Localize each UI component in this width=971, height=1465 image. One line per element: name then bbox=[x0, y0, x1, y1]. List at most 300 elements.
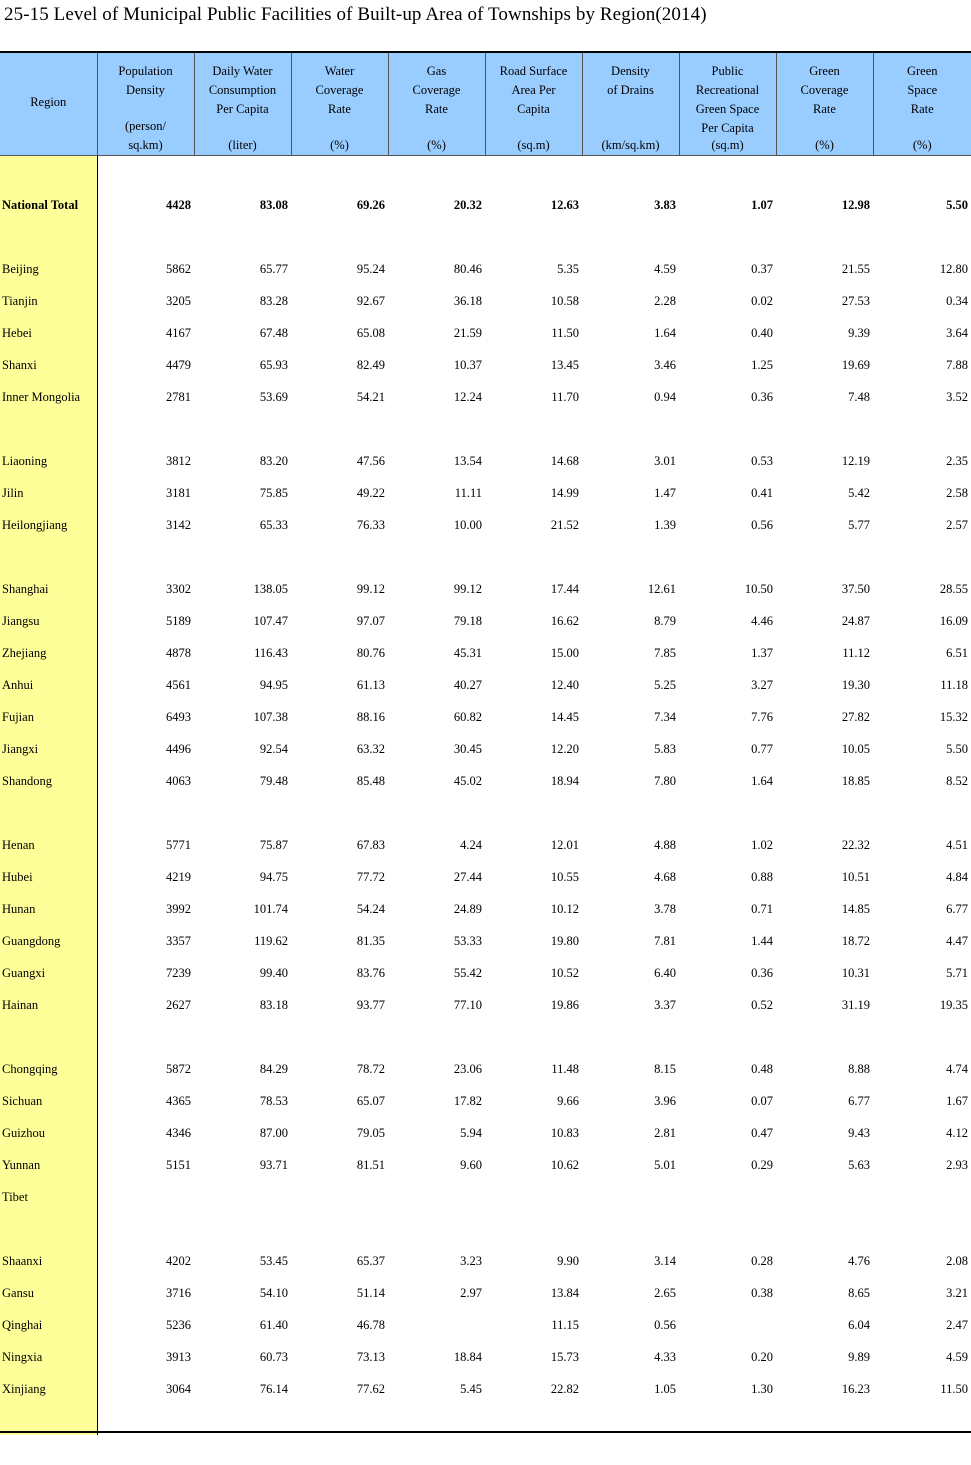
column-header-label bbox=[874, 62, 971, 119]
value-cell: 9.39 bbox=[848, 325, 870, 340]
value-cell: 99.12 bbox=[356, 581, 385, 596]
value-cell: 65.37 bbox=[356, 1253, 385, 1268]
header-line: Density bbox=[126, 83, 165, 97]
value-cell: 4063 bbox=[166, 773, 191, 788]
header-line: Gas bbox=[426, 64, 447, 78]
spacer-cell bbox=[582, 1021, 679, 1053]
spacer-cell bbox=[679, 221, 776, 253]
table-row bbox=[0, 253, 971, 285]
value-cell: 1.64 bbox=[751, 773, 773, 788]
table-row bbox=[0, 957, 971, 989]
value-cell: 0.07 bbox=[751, 1093, 773, 1108]
region-cell: Shanxi bbox=[0, 349, 97, 381]
value-cell: 3716 bbox=[166, 1285, 191, 1300]
table-row bbox=[0, 669, 971, 701]
header-line: Green bbox=[809, 64, 840, 78]
spacer-cell bbox=[485, 413, 582, 445]
value-cell bbox=[291, 1181, 388, 1213]
header-line: Coverage bbox=[800, 83, 849, 97]
value-cell: 93.77 bbox=[356, 997, 385, 1012]
value-cell: 3913 bbox=[166, 1349, 191, 1364]
column-header-label bbox=[486, 62, 582, 119]
unit-line: (liter) bbox=[228, 138, 257, 152]
value-cell: 5872 bbox=[166, 1061, 191, 1076]
spacer-cell bbox=[582, 156, 679, 190]
spacer-cell bbox=[679, 413, 776, 445]
header-line: Green bbox=[906, 64, 938, 78]
value-cell: 7.81 bbox=[654, 933, 676, 948]
value-cell: 4428 bbox=[166, 197, 191, 212]
column-header bbox=[97, 52, 194, 156]
value-cell: 0.88 bbox=[751, 869, 773, 884]
value-cell: 4479 bbox=[166, 357, 191, 372]
spacer-cell bbox=[194, 541, 291, 573]
value-cell: 10.00 bbox=[453, 517, 482, 532]
value-cell: 4346 bbox=[166, 1125, 191, 1140]
value-cell: 119.62 bbox=[254, 933, 288, 948]
table-row bbox=[0, 1277, 971, 1309]
value-cell: 6.77 bbox=[848, 1093, 870, 1108]
region-cell: Xinjiang bbox=[0, 1373, 97, 1405]
value-cell: 10.58 bbox=[550, 293, 579, 308]
value-cell: 12.40 bbox=[550, 677, 579, 692]
region-cell: Inner Mongolia bbox=[0, 381, 97, 413]
table-row bbox=[0, 1373, 971, 1405]
value-cell: 13.54 bbox=[453, 453, 482, 468]
unit-line: (person/ bbox=[125, 119, 166, 133]
table-row bbox=[0, 1053, 971, 1085]
spacer-cell bbox=[388, 1213, 485, 1245]
value-cell: 3064 bbox=[166, 1381, 191, 1396]
unit-line: (sq.m) bbox=[517, 138, 550, 152]
region-cell: Sichuan bbox=[0, 1085, 97, 1117]
table-row bbox=[0, 1341, 971, 1373]
spacer-cell bbox=[873, 413, 971, 445]
table-row bbox=[0, 349, 971, 381]
value-cell: 27.44 bbox=[453, 869, 482, 884]
spacer-cell bbox=[194, 797, 291, 829]
header-line: Rate bbox=[328, 102, 351, 116]
header-line: Water bbox=[324, 64, 355, 78]
column-unit bbox=[195, 136, 291, 155]
column-header bbox=[291, 52, 388, 156]
table-row bbox=[0, 445, 971, 477]
value-cell: 19.30 bbox=[841, 677, 870, 692]
value-cell: 16.23 bbox=[841, 1381, 870, 1396]
value-cell: 9.66 bbox=[557, 1093, 579, 1108]
value-cell: 0.37 bbox=[751, 261, 773, 276]
value-cell: 7.80 bbox=[654, 773, 676, 788]
value-cell: 5.71 bbox=[946, 965, 968, 980]
value-cell: 16.09 bbox=[939, 613, 968, 628]
table-row bbox=[0, 829, 971, 861]
spacer-cell bbox=[388, 221, 485, 253]
header-line: Rate bbox=[910, 102, 934, 116]
value-cell: 3.52 bbox=[946, 389, 968, 404]
value-cell: 79.48 bbox=[259, 773, 288, 788]
spacer-cell bbox=[291, 221, 388, 253]
table-row bbox=[0, 317, 971, 349]
value-cell: 4.24 bbox=[460, 837, 482, 852]
value-cell: 12.01 bbox=[550, 837, 579, 852]
value-cell: 49.22 bbox=[356, 485, 385, 500]
value-cell: 83.18 bbox=[259, 997, 288, 1012]
spacer-cell bbox=[582, 1213, 679, 1245]
spacer-row bbox=[0, 413, 971, 445]
value-cell: 60.82 bbox=[453, 709, 482, 724]
value-cell: 61.40 bbox=[259, 1317, 288, 1332]
value-cell: 99.12 bbox=[453, 581, 482, 596]
column-header-label bbox=[389, 62, 485, 119]
value-cell: 10.12 bbox=[550, 901, 579, 916]
value-cell: 1.07 bbox=[751, 197, 773, 212]
value-cell bbox=[485, 1181, 582, 1213]
column-header-region bbox=[0, 52, 97, 156]
spacer-cell bbox=[291, 1213, 388, 1245]
table-row bbox=[0, 893, 971, 925]
value-cell: 45.02 bbox=[453, 773, 482, 788]
value-cell: 12.19 bbox=[841, 453, 870, 468]
region-cell: Guangdong bbox=[0, 925, 97, 957]
table-row bbox=[0, 733, 971, 765]
region-cell bbox=[0, 1021, 97, 1053]
value-cell: 14.68 bbox=[550, 453, 579, 468]
value-cell: 65.33 bbox=[259, 517, 288, 532]
value-cell: 11.12 bbox=[842, 645, 870, 660]
spacer-cell bbox=[97, 1213, 194, 1245]
spacer-cell bbox=[582, 221, 679, 253]
value-cell: 12.61 bbox=[647, 581, 676, 596]
value-cell: 79.18 bbox=[453, 613, 482, 628]
column-header-label bbox=[680, 62, 776, 138]
value-cell: 45.31 bbox=[453, 645, 482, 660]
value-cell: 75.85 bbox=[259, 485, 288, 500]
column-header bbox=[485, 52, 582, 156]
value-cell: 22.32 bbox=[841, 837, 870, 852]
region-cell: Tibet bbox=[0, 1181, 97, 1213]
spacer-cell bbox=[679, 156, 776, 190]
table-row bbox=[0, 701, 971, 733]
value-cell: 83.28 bbox=[259, 293, 288, 308]
value-cell: 10.37 bbox=[453, 357, 482, 372]
spacer-cell bbox=[388, 1021, 485, 1053]
value-cell: 83.20 bbox=[259, 453, 288, 468]
spacer-cell bbox=[485, 221, 582, 253]
value-cell: 80.46 bbox=[453, 261, 482, 276]
value-cell: 84.29 bbox=[259, 1061, 288, 1076]
value-cell: 65.93 bbox=[259, 357, 288, 372]
header-line: of Drains bbox=[607, 83, 654, 97]
value-cell: 2.58 bbox=[946, 485, 968, 500]
value-cell: 0.56 bbox=[751, 517, 773, 532]
value-cell: 83.76 bbox=[356, 965, 385, 980]
spacer-cell bbox=[485, 1213, 582, 1245]
table-row bbox=[0, 285, 971, 317]
value-cell: 24.87 bbox=[841, 613, 870, 628]
value-cell: 0.94 bbox=[654, 389, 676, 404]
value-cell: 92.54 bbox=[259, 741, 288, 756]
table-row bbox=[0, 1085, 971, 1117]
table-row bbox=[0, 989, 971, 1021]
value-cell: 78.53 bbox=[259, 1093, 288, 1108]
value-cell: 73.13 bbox=[356, 1349, 385, 1364]
spacer-cell bbox=[873, 1021, 971, 1053]
value-cell: 0.36 bbox=[751, 965, 773, 980]
spacer-row bbox=[0, 797, 971, 829]
value-cell: 4.47 bbox=[946, 933, 968, 948]
value-cell: 17.44 bbox=[550, 581, 579, 596]
value-cell: 1.02 bbox=[751, 837, 773, 852]
value-cell: 27.53 bbox=[841, 293, 870, 308]
value-cell: 40.27 bbox=[453, 677, 482, 692]
spacer-cell bbox=[291, 1021, 388, 1053]
value-cell: 4202 bbox=[166, 1253, 191, 1268]
value-cell: 60.73 bbox=[259, 1349, 288, 1364]
value-cell: 3357 bbox=[166, 933, 191, 948]
spacer-cell bbox=[97, 1021, 194, 1053]
header-line: Recreational bbox=[695, 83, 760, 97]
column-unit bbox=[292, 136, 388, 155]
column-header-label bbox=[195, 62, 291, 119]
spacer-cell bbox=[194, 221, 291, 253]
value-cell: 94.75 bbox=[259, 869, 288, 884]
spacer-row bbox=[0, 156, 971, 190]
region-cell: Jilin bbox=[0, 477, 97, 509]
column-unit bbox=[777, 136, 873, 155]
value-cell: 3.83 bbox=[654, 197, 676, 212]
value-cell: 30.45 bbox=[453, 741, 482, 756]
value-cell: 81.51 bbox=[356, 1157, 385, 1172]
column-header bbox=[194, 52, 291, 156]
spacer-row bbox=[0, 541, 971, 573]
value-cell: 36.18 bbox=[453, 293, 482, 308]
value-cell: 8.15 bbox=[654, 1061, 676, 1076]
value-cell: 15.00 bbox=[550, 645, 579, 660]
value-cell: 3.27 bbox=[751, 677, 773, 692]
column-header-label bbox=[292, 62, 388, 119]
value-cell: 5.77 bbox=[848, 517, 870, 532]
column-header bbox=[582, 52, 679, 156]
value-cell: 14.99 bbox=[550, 485, 579, 500]
column-header bbox=[776, 52, 873, 156]
region-cell: National Total bbox=[0, 189, 97, 221]
value-cell: 81.35 bbox=[356, 933, 385, 948]
value-cell: 19.35 bbox=[939, 997, 968, 1012]
value-cell: 0.36 bbox=[751, 389, 773, 404]
value-cell: 19.80 bbox=[550, 933, 579, 948]
spacer-cell bbox=[194, 413, 291, 445]
value-cell: 9.60 bbox=[460, 1157, 482, 1172]
value-cell: 1.64 bbox=[654, 325, 676, 340]
region-cell: Hubei bbox=[0, 861, 97, 893]
value-cell: 31.19 bbox=[841, 997, 870, 1012]
column-unit bbox=[583, 136, 679, 155]
table-body bbox=[0, 156, 971, 1436]
value-cell: 4.46 bbox=[751, 613, 773, 628]
value-cell: 5.42 bbox=[848, 485, 870, 500]
spacer-cell bbox=[485, 797, 582, 829]
value-cell: 10.50 bbox=[744, 581, 773, 596]
region-cell: Guizhou bbox=[0, 1117, 97, 1149]
value-cell: 21.59 bbox=[453, 325, 482, 340]
header-line: Coverage bbox=[412, 83, 461, 97]
value-cell: 4.74 bbox=[946, 1061, 968, 1076]
value-cell: 138.05 bbox=[253, 581, 288, 596]
value-cell: 77.10 bbox=[453, 997, 482, 1012]
value-cell bbox=[679, 1309, 776, 1341]
column-unit bbox=[98, 117, 194, 155]
value-cell: 2.81 bbox=[654, 1125, 676, 1140]
region-cell: Chongqing bbox=[0, 1053, 97, 1085]
spacer-cell bbox=[485, 1021, 582, 1053]
value-cell: 76.14 bbox=[259, 1381, 288, 1396]
region-cell bbox=[0, 1213, 97, 1245]
value-cell: 8.65 bbox=[848, 1285, 870, 1300]
value-cell: 78.72 bbox=[356, 1061, 385, 1076]
header-line: Density bbox=[611, 64, 650, 78]
value-cell: 3.46 bbox=[654, 357, 676, 372]
header-line: Per Capita bbox=[701, 121, 754, 135]
value-cell: 63.32 bbox=[356, 741, 385, 756]
table-row bbox=[0, 1245, 971, 1277]
spacer-cell bbox=[679, 1213, 776, 1245]
value-cell: 4167 bbox=[166, 325, 191, 340]
spacer-cell bbox=[194, 1021, 291, 1053]
value-cell: 0.41 bbox=[751, 485, 773, 500]
value-cell: 2.08 bbox=[946, 1253, 968, 1268]
spacer-row bbox=[0, 221, 971, 253]
region-cell: Hainan bbox=[0, 989, 97, 1021]
value-cell: 1.44 bbox=[751, 933, 773, 948]
value-cell: 67.48 bbox=[259, 325, 288, 340]
value-cell: 0.52 bbox=[751, 997, 773, 1012]
value-cell: 11.11 bbox=[454, 485, 482, 500]
column-header-label bbox=[583, 62, 679, 100]
value-cell: 28.55 bbox=[939, 581, 968, 596]
unit-line: (%) bbox=[330, 138, 349, 152]
region-cell: Jiangxi bbox=[0, 733, 97, 765]
value-cell: 5862 bbox=[166, 261, 191, 276]
value-cell: 77.72 bbox=[356, 869, 385, 884]
region-cell bbox=[0, 221, 97, 253]
header-line: Rate bbox=[813, 102, 836, 116]
spacer-cell bbox=[776, 797, 873, 829]
value-cell: 11.50 bbox=[551, 325, 579, 340]
value-cell: 65.08 bbox=[356, 325, 385, 340]
table-row bbox=[0, 477, 971, 509]
value-cell: 11.50 bbox=[940, 1381, 968, 1396]
value-cell: 4.59 bbox=[946, 1349, 968, 1364]
value-cell: 97.07 bbox=[356, 613, 385, 628]
column-header-label bbox=[98, 62, 194, 119]
value-cell: 18.72 bbox=[841, 933, 870, 948]
value-cell: 4365 bbox=[166, 1093, 191, 1108]
region-cell: Liaoning bbox=[0, 445, 97, 477]
value-cell: 5.63 bbox=[848, 1157, 870, 1172]
value-cell: 11.15 bbox=[551, 1317, 579, 1332]
value-cell: 5.45 bbox=[460, 1381, 482, 1396]
value-cell: 7.85 bbox=[654, 645, 676, 660]
value-cell: 11.18 bbox=[940, 677, 968, 692]
value-cell: 1.39 bbox=[654, 517, 676, 532]
region-cell: Shaanxi bbox=[0, 1245, 97, 1277]
value-cell: 93.71 bbox=[259, 1157, 288, 1172]
value-cell: 5236 bbox=[166, 1317, 191, 1332]
value-cell: 3812 bbox=[166, 453, 191, 468]
page-title: 25-15 Level of Municipal Public Facilities of Built-up Area of Townships by Region(2014) bbox=[4, 4, 707, 25]
value-cell: 3992 bbox=[166, 901, 191, 916]
region-cell: Fujian bbox=[0, 701, 97, 733]
region-cell: Tianjin bbox=[0, 285, 97, 317]
value-cell: 107.38 bbox=[253, 709, 288, 724]
spacer-row bbox=[0, 1021, 971, 1053]
value-cell: 55.42 bbox=[453, 965, 482, 980]
region-cell: Yunnan bbox=[0, 1149, 97, 1181]
region-cell: Zhejiang bbox=[0, 637, 97, 669]
value-cell: 6.51 bbox=[946, 645, 968, 660]
unit-line: (%) bbox=[912, 138, 932, 152]
value-cell: 2.47 bbox=[946, 1317, 968, 1332]
header-line: Per Capita bbox=[216, 102, 269, 116]
value-cell: 7.76 bbox=[751, 709, 773, 724]
region-cell: Beijing bbox=[0, 253, 97, 285]
value-cell: 3205 bbox=[166, 293, 191, 308]
spacer-cell bbox=[873, 221, 971, 253]
spacer-cell bbox=[97, 413, 194, 445]
value-cell: 21.55 bbox=[841, 261, 870, 276]
unit-line: (%) bbox=[815, 138, 834, 152]
value-cell bbox=[776, 1181, 873, 1213]
value-cell: 92.67 bbox=[356, 293, 385, 308]
value-cell: 76.33 bbox=[356, 517, 385, 532]
value-cell: 6.77 bbox=[946, 901, 968, 916]
value-cell: 1.47 bbox=[654, 485, 676, 500]
spacer-cell bbox=[776, 156, 873, 190]
region-cell: Ningxia bbox=[0, 1341, 97, 1373]
value-cell: 12.20 bbox=[550, 741, 579, 756]
value-cell: 4.68 bbox=[654, 869, 676, 884]
spacer-cell bbox=[776, 1021, 873, 1053]
header-line: Population bbox=[118, 64, 173, 78]
value-cell: 0.71 bbox=[751, 901, 773, 916]
spacer-cell bbox=[485, 156, 582, 190]
spacer-cell bbox=[194, 1213, 291, 1245]
value-cell: 1.37 bbox=[751, 645, 773, 660]
value-cell: 0.34 bbox=[946, 293, 968, 308]
header-line: Daily Water bbox=[212, 64, 273, 78]
header-line: Consumption bbox=[208, 83, 277, 97]
value-cell: 0.38 bbox=[751, 1285, 773, 1300]
value-cell: 12.24 bbox=[453, 389, 482, 404]
value-cell: 5189 bbox=[166, 613, 191, 628]
value-cell: 10.05 bbox=[841, 741, 870, 756]
value-cell: 22.82 bbox=[550, 1381, 579, 1396]
spacer-cell bbox=[388, 797, 485, 829]
value-cell: 18.84 bbox=[453, 1349, 482, 1364]
value-cell: 4.76 bbox=[848, 1253, 870, 1268]
value-cell: 53.69 bbox=[259, 389, 288, 404]
value-cell: 17.82 bbox=[453, 1093, 482, 1108]
unit-line: (%) bbox=[427, 138, 446, 152]
spacer-cell bbox=[776, 413, 873, 445]
value-cell: 7.88 bbox=[946, 357, 968, 372]
value-cell: 7239 bbox=[166, 965, 191, 980]
region-cell: Jiangsu bbox=[0, 605, 97, 637]
value-cell: 0.56 bbox=[654, 1317, 676, 1332]
value-cell: 0.47 bbox=[751, 1125, 773, 1140]
table-row bbox=[0, 1309, 971, 1341]
value-cell: 5771 bbox=[166, 837, 191, 852]
